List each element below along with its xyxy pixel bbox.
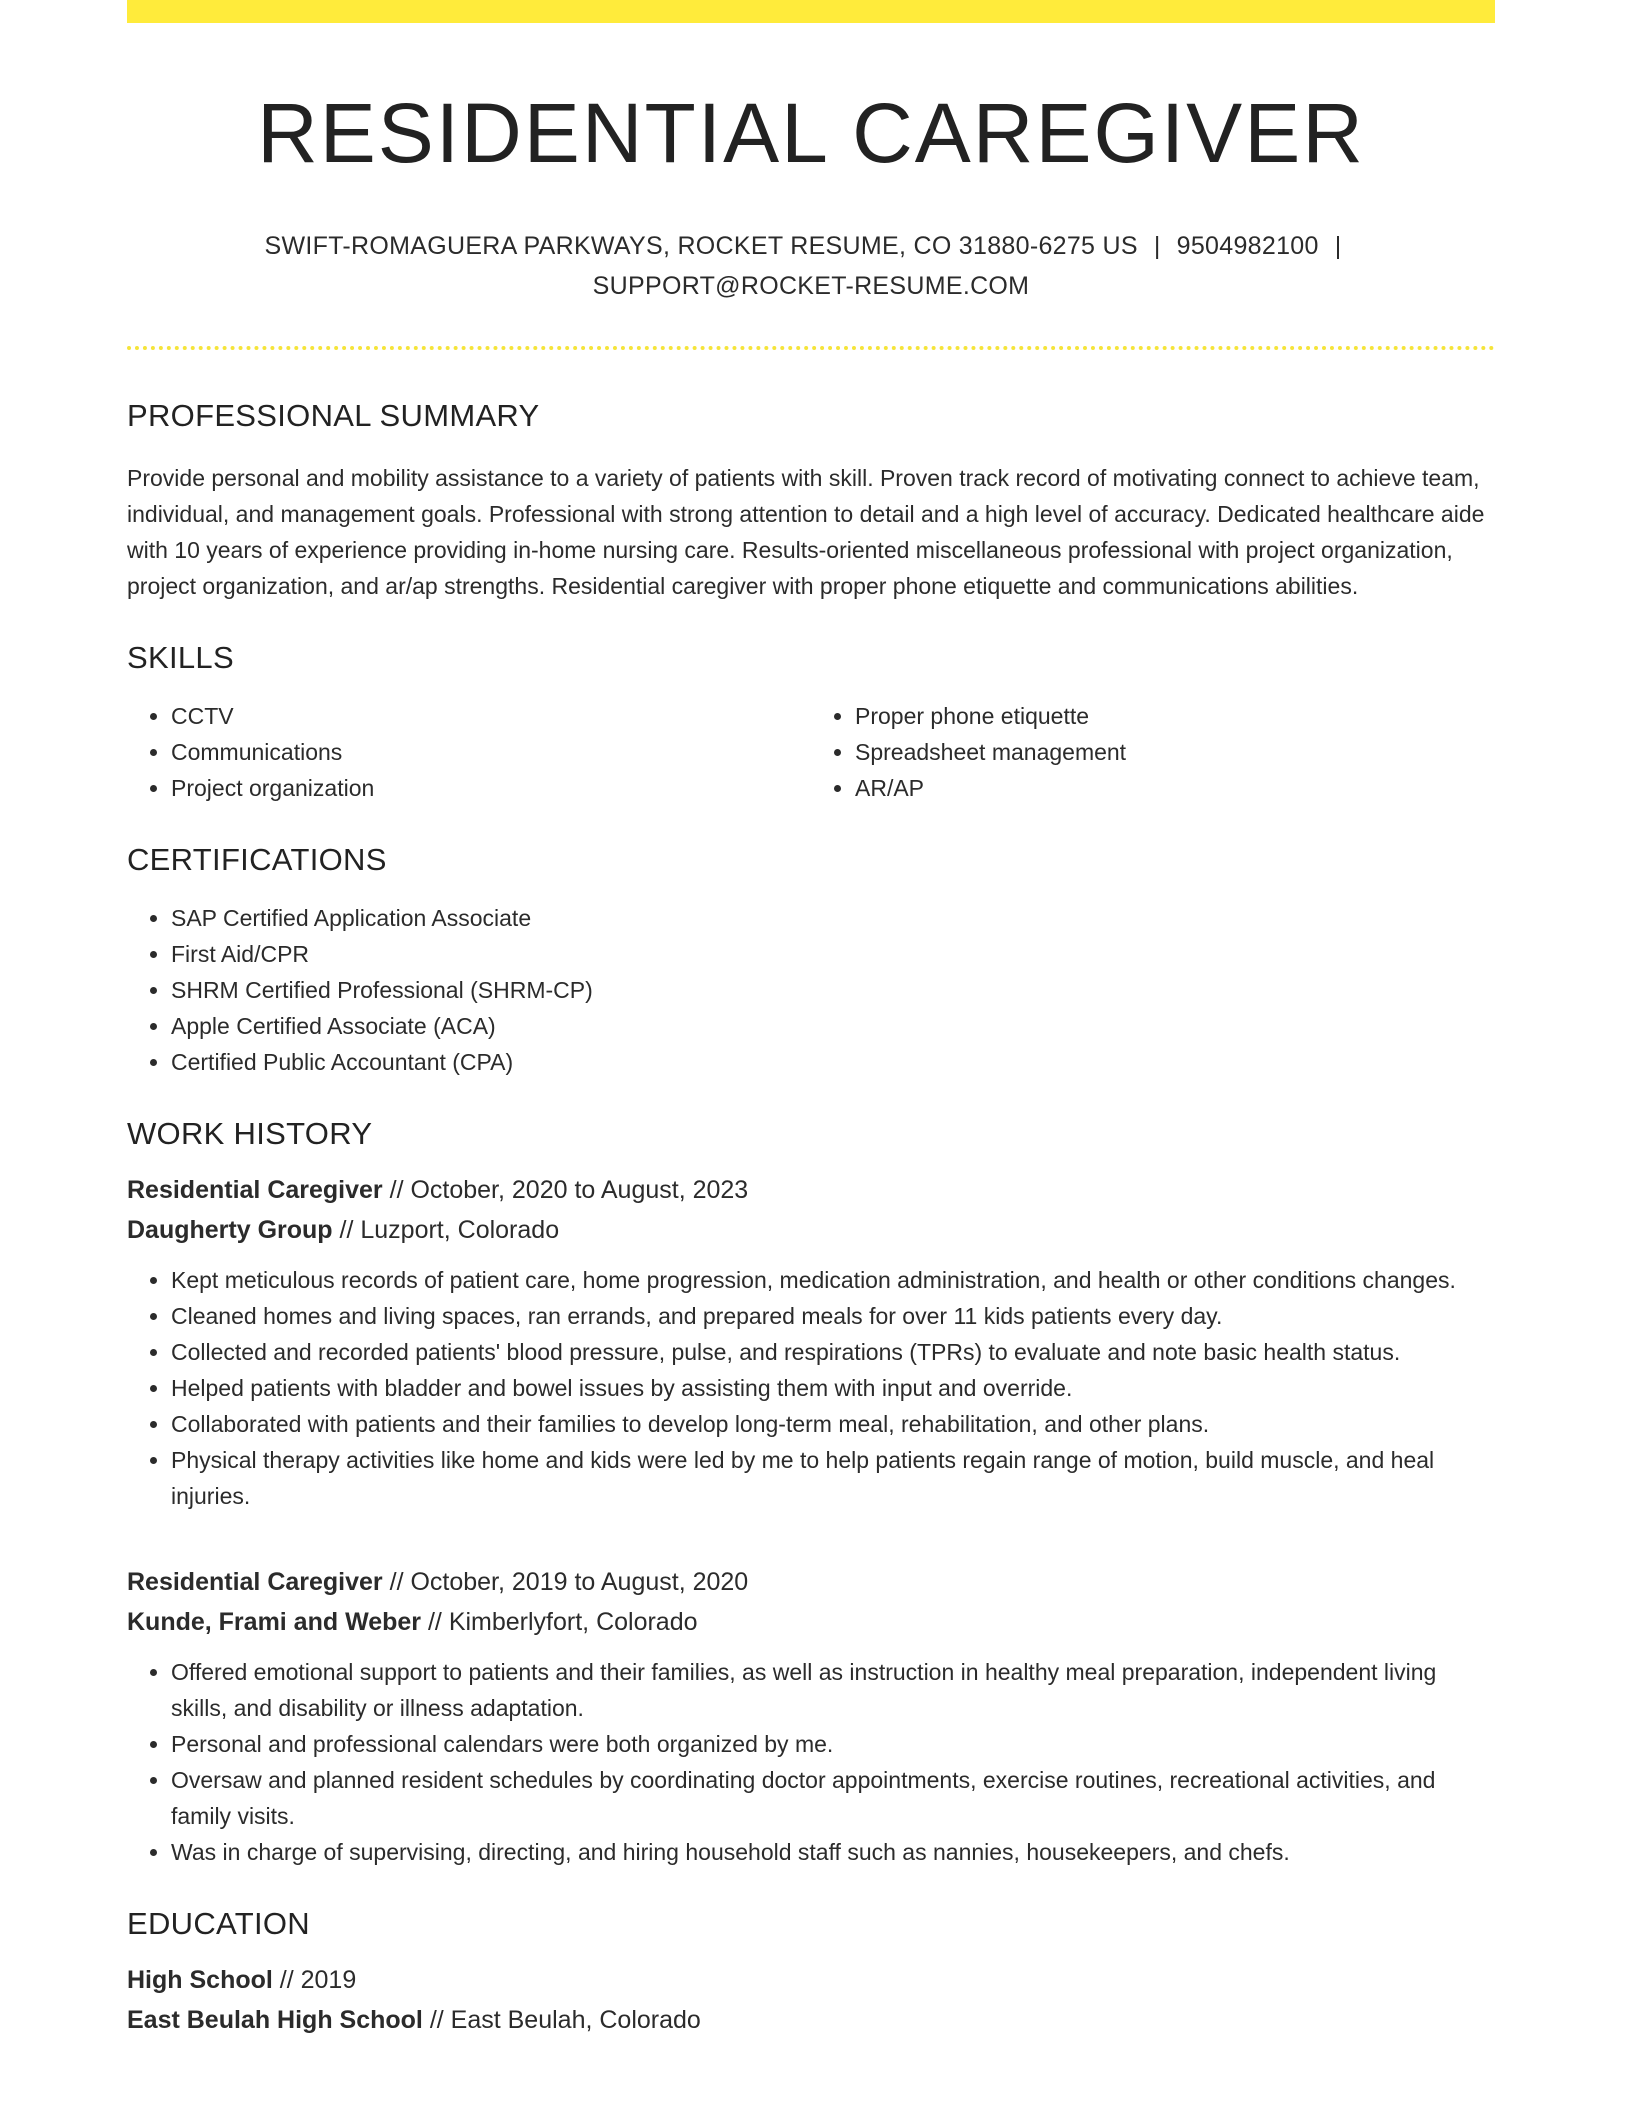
certification-item: • First Aid/CPR — [171, 936, 1495, 972]
certification-item: • Apple Certified Associate (ACA) — [171, 1008, 1495, 1044]
skill-item: • CCTV — [171, 698, 811, 734]
education-section — [127, 1906, 1495, 2040]
education-location: // East Beulah, Colorado — [422, 2005, 701, 2034]
skill-item: • Communications — [171, 734, 811, 770]
summary-heading: PROFESSIONAL SUMMARY — [127, 397, 540, 433]
skill-item: • Proper phone etiquette — [855, 698, 1495, 734]
job-bullet: • Cleaned homes and living spaces, ran errands, and prepared meals for over 11 kids patients every day. — [171, 1298, 1495, 1334]
summary-text: Provide personal and mobility assistance to a variety of patients with skill. Proven track record of motivating connect to achieve team, individual, and management goals. Professional with strong attention to detail and a high level of accuracy. Dedicated healthcare aide with 10 years of experience providing in-home nursing care. Results-oriented miscellaneous professional with project organization, project organization, and ar/ap strengths. Residential caregiver with proper phone etiquette and communications abilities. — [127, 464, 1485, 599]
contact-info — [127, 226, 1495, 306]
job-bullet: • Physical therapy activities like home and kids were led by me to help patients regain range of motion, build muscle, and heal injuries. — [171, 1442, 1495, 1514]
job-role-line — [127, 1562, 1495, 1602]
job-bullet: • Collaborated with patients and their families to develop long-term meal, rehabilitation, and other plans. — [171, 1406, 1495, 1442]
job-location: // Luzport, Colorado — [332, 1215, 560, 1244]
education-degree: High School — [127, 1965, 273, 1994]
certification-item: • SAP Certified Application Associate — [171, 900, 1495, 936]
education-degree-line — [127, 1960, 1495, 2000]
job-entry — [127, 1562, 1495, 1870]
job-company: Kunde, Frami and Weber — [127, 1607, 422, 1636]
accent-bar — [127, 0, 1495, 23]
skills-heading: SKILLS — [127, 639, 234, 675]
skill-item: • Project organization — [171, 770, 811, 806]
job-company: Daugherty Group — [127, 1215, 333, 1244]
email: SUPPORT@ROCKET-RESUME.COM — [592, 271, 1030, 300]
work-history-section — [127, 1116, 1495, 1870]
address: SWIFT-ROMAGUERA PARKWAYS, ROCKET RESUME, CO 31880-6275 US — [264, 231, 1138, 260]
job-dates: // October, 2019 to August, 2020 — [382, 1567, 749, 1596]
job-bullets — [127, 1654, 1495, 1870]
certifications-section — [127, 842, 1495, 1080]
job-location: // Kimberlyfort, Colorado — [421, 1607, 698, 1636]
education-school-line — [127, 2000, 1495, 2040]
education-year: // 2019 — [272, 1965, 357, 1994]
skill-item: • AR/AP — [855, 770, 1495, 806]
job-bullet: • Offered emotional support to patients and their families, as well as instruction in healthy meal preparation, independent living skills, and disability or illness adaptation. — [171, 1654, 1495, 1726]
skill-item: • Spreadsheet management — [855, 734, 1495, 770]
certifications-heading: CERTIFICATIONS — [127, 841, 387, 877]
education-school: East Beulah High School — [127, 2005, 423, 2034]
job-company-line — [127, 1602, 1495, 1642]
education-entry — [127, 1960, 1495, 2040]
phone: 9504982100 — [1176, 231, 1319, 260]
job-role: Residential Caregiver — [127, 1175, 383, 1204]
job-bullets — [127, 1262, 1495, 1514]
skills-list-left — [127, 698, 811, 806]
job-dates: // October, 2020 to August, 2023 — [382, 1175, 749, 1204]
separator: | — [1334, 231, 1342, 260]
job-bullet: • Was in charge of supervising, directing, and hiring household staff such as nannies, housekeepers, and chefs. — [171, 1834, 1495, 1870]
resume-title: RESIDENTIAL CAREGIVER — [257, 86, 1365, 180]
skills-list-right — [811, 698, 1495, 806]
job-bullet: • Kept meticulous records of patient care, home progression, medication administration, and health or other conditions changes. — [171, 1262, 1495, 1298]
dotted-divider — [127, 346, 1495, 350]
job-role: Residential Caregiver — [127, 1567, 383, 1596]
job-bullet: • Personal and professional calendars were both organized by me. — [171, 1726, 1495, 1762]
certification-item: • SHRM Certified Professional (SHRM-CP) — [171, 972, 1495, 1008]
certification-item: • Certified Public Accountant (CPA) — [171, 1044, 1495, 1080]
job-bullet: • Oversaw and planned resident schedules by coordinating doctor appointments, exercise routines, recreational activities, and family visits. — [171, 1762, 1495, 1834]
job-company-line — [127, 1210, 1495, 1250]
job-entry — [127, 1170, 1495, 1514]
work-history-heading: WORK HISTORY — [127, 1115, 373, 1151]
job-role-line — [127, 1170, 1495, 1210]
job-bullet: • Helped patients with bladder and bowel issues by assisting them with input and override. — [171, 1370, 1495, 1406]
job-bullet: • Collected and recorded patients' blood pressure, pulse, and respirations (TPRs) to evaluate and note basic health status. — [171, 1334, 1495, 1370]
skills-section — [127, 640, 1495, 806]
certifications-list — [127, 900, 1495, 1080]
resume-page — [127, 0, 1495, 2040]
education-heading: EDUCATION — [127, 1905, 310, 1941]
separator: | — [1153, 231, 1161, 260]
